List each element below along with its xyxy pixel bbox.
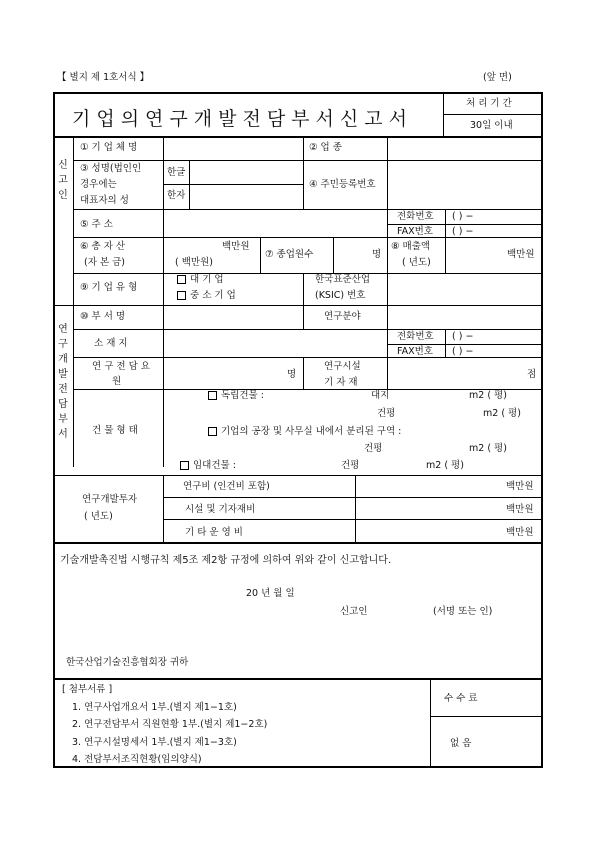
- leased-floor-label: 건평: [341, 460, 360, 471]
- fax-format: ( ) −: [452, 226, 474, 237]
- dept-name-label: ⑩ 부 서 명: [80, 311, 126, 322]
- dept-phone-label: 전화번호: [397, 331, 434, 342]
- dept-phone-format: ( ) −: [452, 331, 474, 342]
- building-floor-unit: m2 ( 평): [483, 408, 521, 419]
- attachment-item: 2. 연구전담부서 직원현황 1부.(별지 제1−2호): [72, 719, 268, 730]
- recipient: 한국산업기술진흥협회장 귀하: [66, 657, 189, 668]
- company-type-label: ⑨ 기 업 유 형: [80, 282, 138, 293]
- name-label-2: 경우에는: [80, 179, 117, 190]
- capital-label: (자 본 금): [84, 257, 125, 268]
- checkbox-leased-icon[interactable]: [180, 461, 189, 470]
- hanja-name-label: 한자: [167, 190, 186, 201]
- research-field-label: 연구분야: [324, 311, 361, 322]
- building-separated[interactable]: 기업의 공장 및 사무실 내에서 분리된 구역 :: [208, 427, 401, 437]
- dept-fax-format: ( ) −: [452, 346, 474, 357]
- investment-label-2: ( 년도): [84, 511, 113, 522]
- sign-or-seal: (서명 또는 인): [433, 606, 493, 617]
- building-type-label: 건 물 형 태: [92, 425, 138, 436]
- attachment-item: 1. 연구사업개요서 1부.(별지 제1−1호): [72, 702, 237, 713]
- investment-label-1: 연구개발투자: [82, 494, 138, 505]
- checkbox-independent-icon[interactable]: [208, 391, 217, 400]
- name-label-1: ③ 성명(법인인: [80, 163, 142, 174]
- korean-name-label: 한글: [167, 167, 186, 178]
- company-type-large[interactable]: 대 기 업: [177, 275, 224, 285]
- investment-item-unit: 백만원: [506, 481, 534, 492]
- processing-period-value: 30일 이내: [470, 120, 513, 131]
- declaration-statement: 기술개발촉진법 시행규칙 제5조 제2항 규정에 의하여 위와 같이 신고합니다.: [60, 555, 392, 566]
- attachment-item: 3. 연구시설명세서 1부.(별지 제1−3호): [72, 737, 237, 748]
- address-label: ⑤ 주 소: [80, 219, 113, 230]
- form-number: 【 별지 제 1호서식 】: [57, 72, 150, 83]
- building-land-unit: m2 ( 평): [469, 390, 507, 401]
- checkbox-large-icon[interactable]: [177, 275, 186, 284]
- researchers-label-1: 연 구 전 담 요: [92, 361, 150, 372]
- investment-item-label: 시설 및 기자재비: [185, 504, 256, 515]
- name-label-3: 대표자의 성: [80, 195, 129, 206]
- facility-label-1: 연구시설: [324, 361, 361, 372]
- sales-unit: 백만원: [507, 249, 535, 260]
- separated-floor-label: 건평: [364, 443, 383, 454]
- processing-period-label: 처 리 기 간: [466, 98, 512, 109]
- investment-item-unit: 백만원: [506, 527, 534, 538]
- employees-label: ⑦ 종업원수: [265, 249, 314, 260]
- dept-fax-label: FAX번호: [397, 346, 433, 357]
- investment-item-label: 기 타 운 영 비: [185, 527, 243, 538]
- building-land-label: 대지: [371, 390, 390, 401]
- section-dept-label: 연구개발전담부서: [58, 324, 68, 440]
- ksic-label-1: 한국표준산업: [315, 274, 371, 285]
- section-applicant-label: 신고인: [58, 160, 68, 201]
- total-assets-label: ⑥ 총 자 산: [80, 241, 126, 252]
- location-label: 소 재 지: [94, 338, 128, 349]
- resident-no-label: ④ 주민등록번호: [309, 179, 376, 190]
- building-independent[interactable]: 독립건물 :: [208, 391, 264, 401]
- researchers-unit: 명: [287, 369, 297, 380]
- ksic-label-2: (KSIC) 번호: [315, 290, 366, 301]
- capital-unit: ( 백만원): [175, 257, 213, 268]
- page-side: (앞 면): [483, 72, 512, 83]
- form-title: 기업의연구개발전담부서신고서: [72, 108, 413, 130]
- checkbox-separated-icon[interactable]: [208, 427, 217, 436]
- attachment-item: 4. 전담부서조직현황(임의양식): [72, 754, 202, 765]
- phone-format: ( ) −: [452, 211, 474, 222]
- investment-item-unit: 백만원: [506, 504, 534, 515]
- applicant-signature-label: 신고인: [340, 606, 368, 617]
- fee-label: 수 수 료: [444, 693, 478, 704]
- employees-unit: 명: [372, 249, 382, 260]
- business-type-label: ② 업 종: [309, 142, 342, 153]
- building-floor-label: 건평: [377, 408, 396, 419]
- assets-unit: 백만원: [222, 241, 250, 252]
- leased-floor-unit: m2 ( 평): [426, 460, 464, 471]
- declaration-date: 20 년 월 일: [246, 588, 295, 599]
- checkbox-sme-icon[interactable]: [177, 291, 186, 300]
- phone-label: 전화번호: [397, 211, 434, 222]
- facility-label-2: 기 자 재: [324, 377, 358, 388]
- company-name-label: ① 기 업 체 명: [80, 142, 138, 153]
- investment-item-label: 연구비 (인건비 포함): [183, 481, 270, 492]
- separated-floor-unit: m2 ( 평): [469, 443, 507, 454]
- researchers-label-2: 원: [112, 376, 122, 387]
- company-type-sme[interactable]: 중 소 기 업: [177, 291, 236, 301]
- facility-unit: 점: [527, 369, 537, 380]
- attachments-title: [ 첨부서류 ]: [62, 684, 113, 695]
- sales-label: ⑧ 매출액: [391, 241, 431, 252]
- fax-label: FAX번호: [397, 226, 433, 237]
- building-leased[interactable]: 임대건물 :: [180, 461, 236, 471]
- sales-year: ( 년도): [402, 257, 431, 268]
- fee-value: 없 음: [450, 738, 472, 749]
